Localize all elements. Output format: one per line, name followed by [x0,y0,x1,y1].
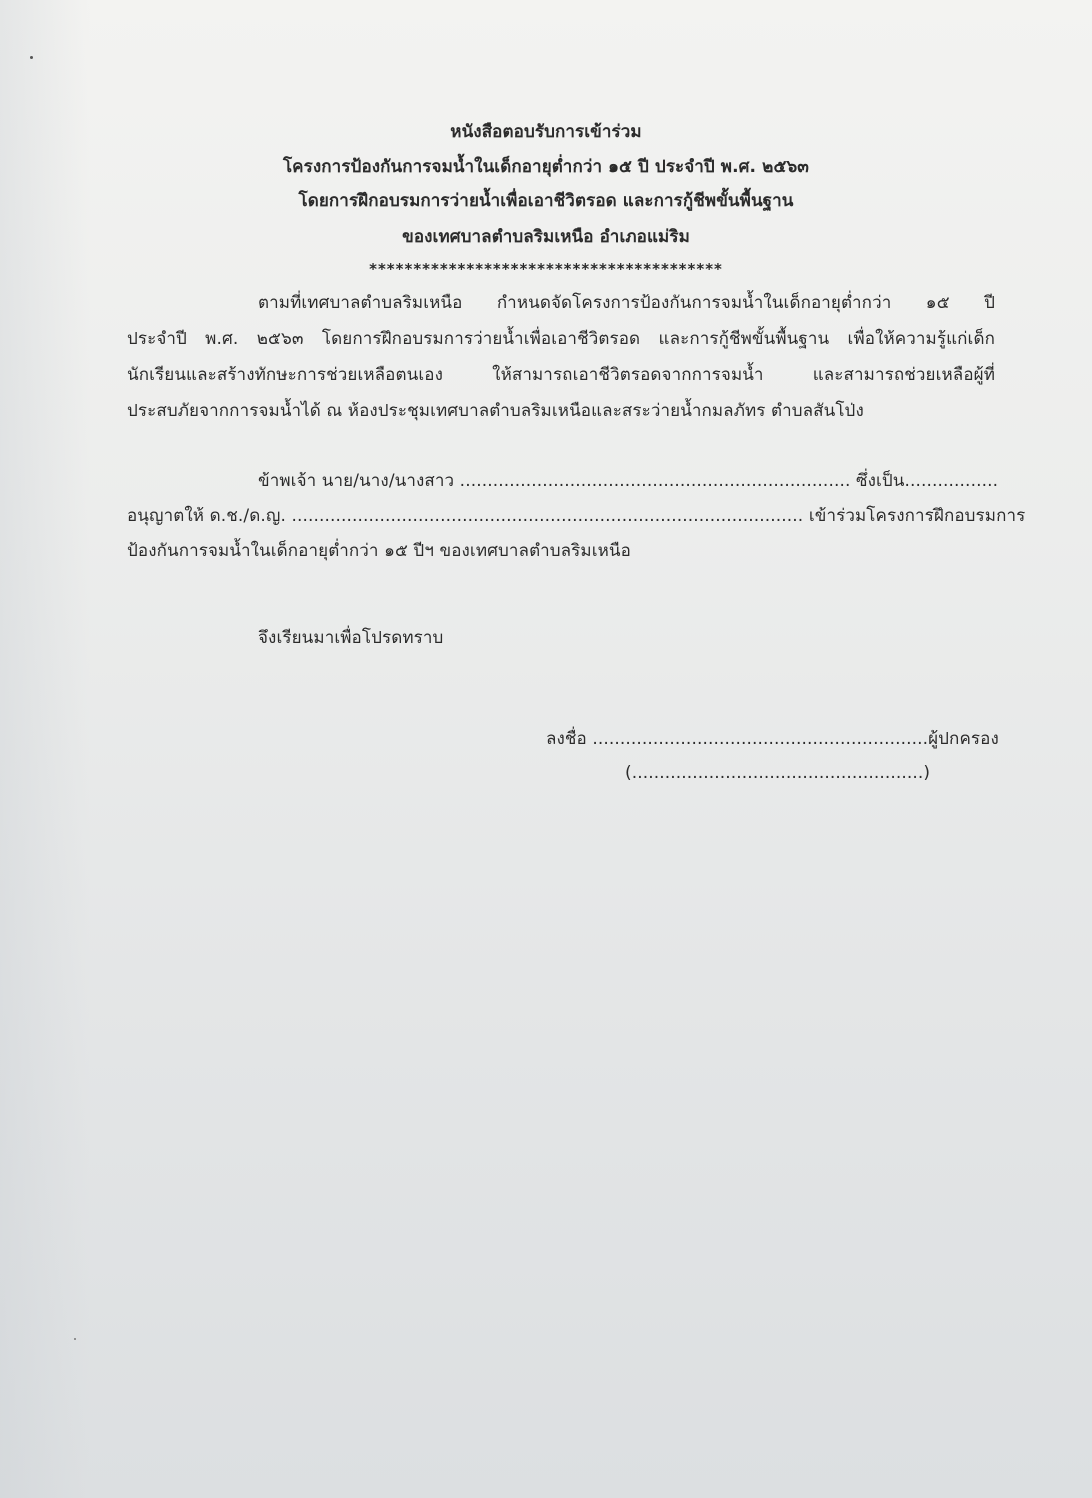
title-separator: **************************************** [369,260,723,278]
form-line-parent-name: ข้าพเจ้า นาย/นาง/นางสาว ....................................................................... ซึ่งเป็น................. [258,471,999,491]
document-title-line-2: โครงการป้องกันการจมน้ำในเด็กอายุต่ำกว่า ๑๕ ปี ประจำปี พ.ศ. ๒๕๖๓ [282,157,810,177]
paper-speck [74,1338,76,1340]
signature-name-line: (.....................................................) [625,763,931,783]
form-line-child-name: อนุญาตให้ ด.ช./ด.ญ. ............................................................................................. เข้าร่วมโครงการฝึกอบรมการ [127,506,1026,526]
form-line-project: ป้องกันการจมน้ำในเด็กอายุต่ำกว่า ๑๕ ปีฯ ของเทศบาลตำบลริมเหนือ [127,541,631,561]
body-paragraph-line-3: นักเรียนและสร้างทักษะการช่วยเหลือตนเอง ให้สามารถเอาชีวิตรอดจากการจมน้ำ และสามารถช่วยเหลือผู้ที่ [127,365,995,385]
document-title-line-1: หนังสือตอบรับการเข้าร่วม [450,122,642,142]
page-shadow [0,0,90,1498]
document-title-line-3: โดยการฝึกอบรมการว่ายน้ำเพื่อเอาชีวิตรอด และการกู้ชีพขั้นพื้นฐาน [298,191,794,211]
paper-speck [30,56,33,59]
document-title-line-4: ของเทศบาลตำบลริมเหนือ อำเภอแม่ริม [402,227,690,247]
closing-text: จึงเรียนมาเพื่อโปรดทราบ [258,628,444,648]
signature-line: ลงชื่อ .............................................................ผู้ปกครอง [546,729,999,749]
body-paragraph-line-2: ประจำปี พ.ศ. ๒๕๖๓ โดยการฝึกอบรมการว่ายน้ำเพื่อเอาชีวิตรอด และการกู้ชีพขั้นพื้นฐาน เพื่อให้ความรู้แก่เด็ก [127,329,995,349]
body-paragraph-line-1: ตามที่เทศบาลตำบลริมเหนือ กำหนดจัดโครงการป้องกันการจมน้ำในเด็กอายุต่ำกว่า ๑๕ ปี [258,293,995,313]
body-paragraph-line-4: ประสบภัยจากการจมน้ำได้ ณ ห้องประชุมเทศบาลตำบลริมเหนือและสระว่ายน้ำกมลภัทร ตำบลสันโป่ง [127,401,864,421]
